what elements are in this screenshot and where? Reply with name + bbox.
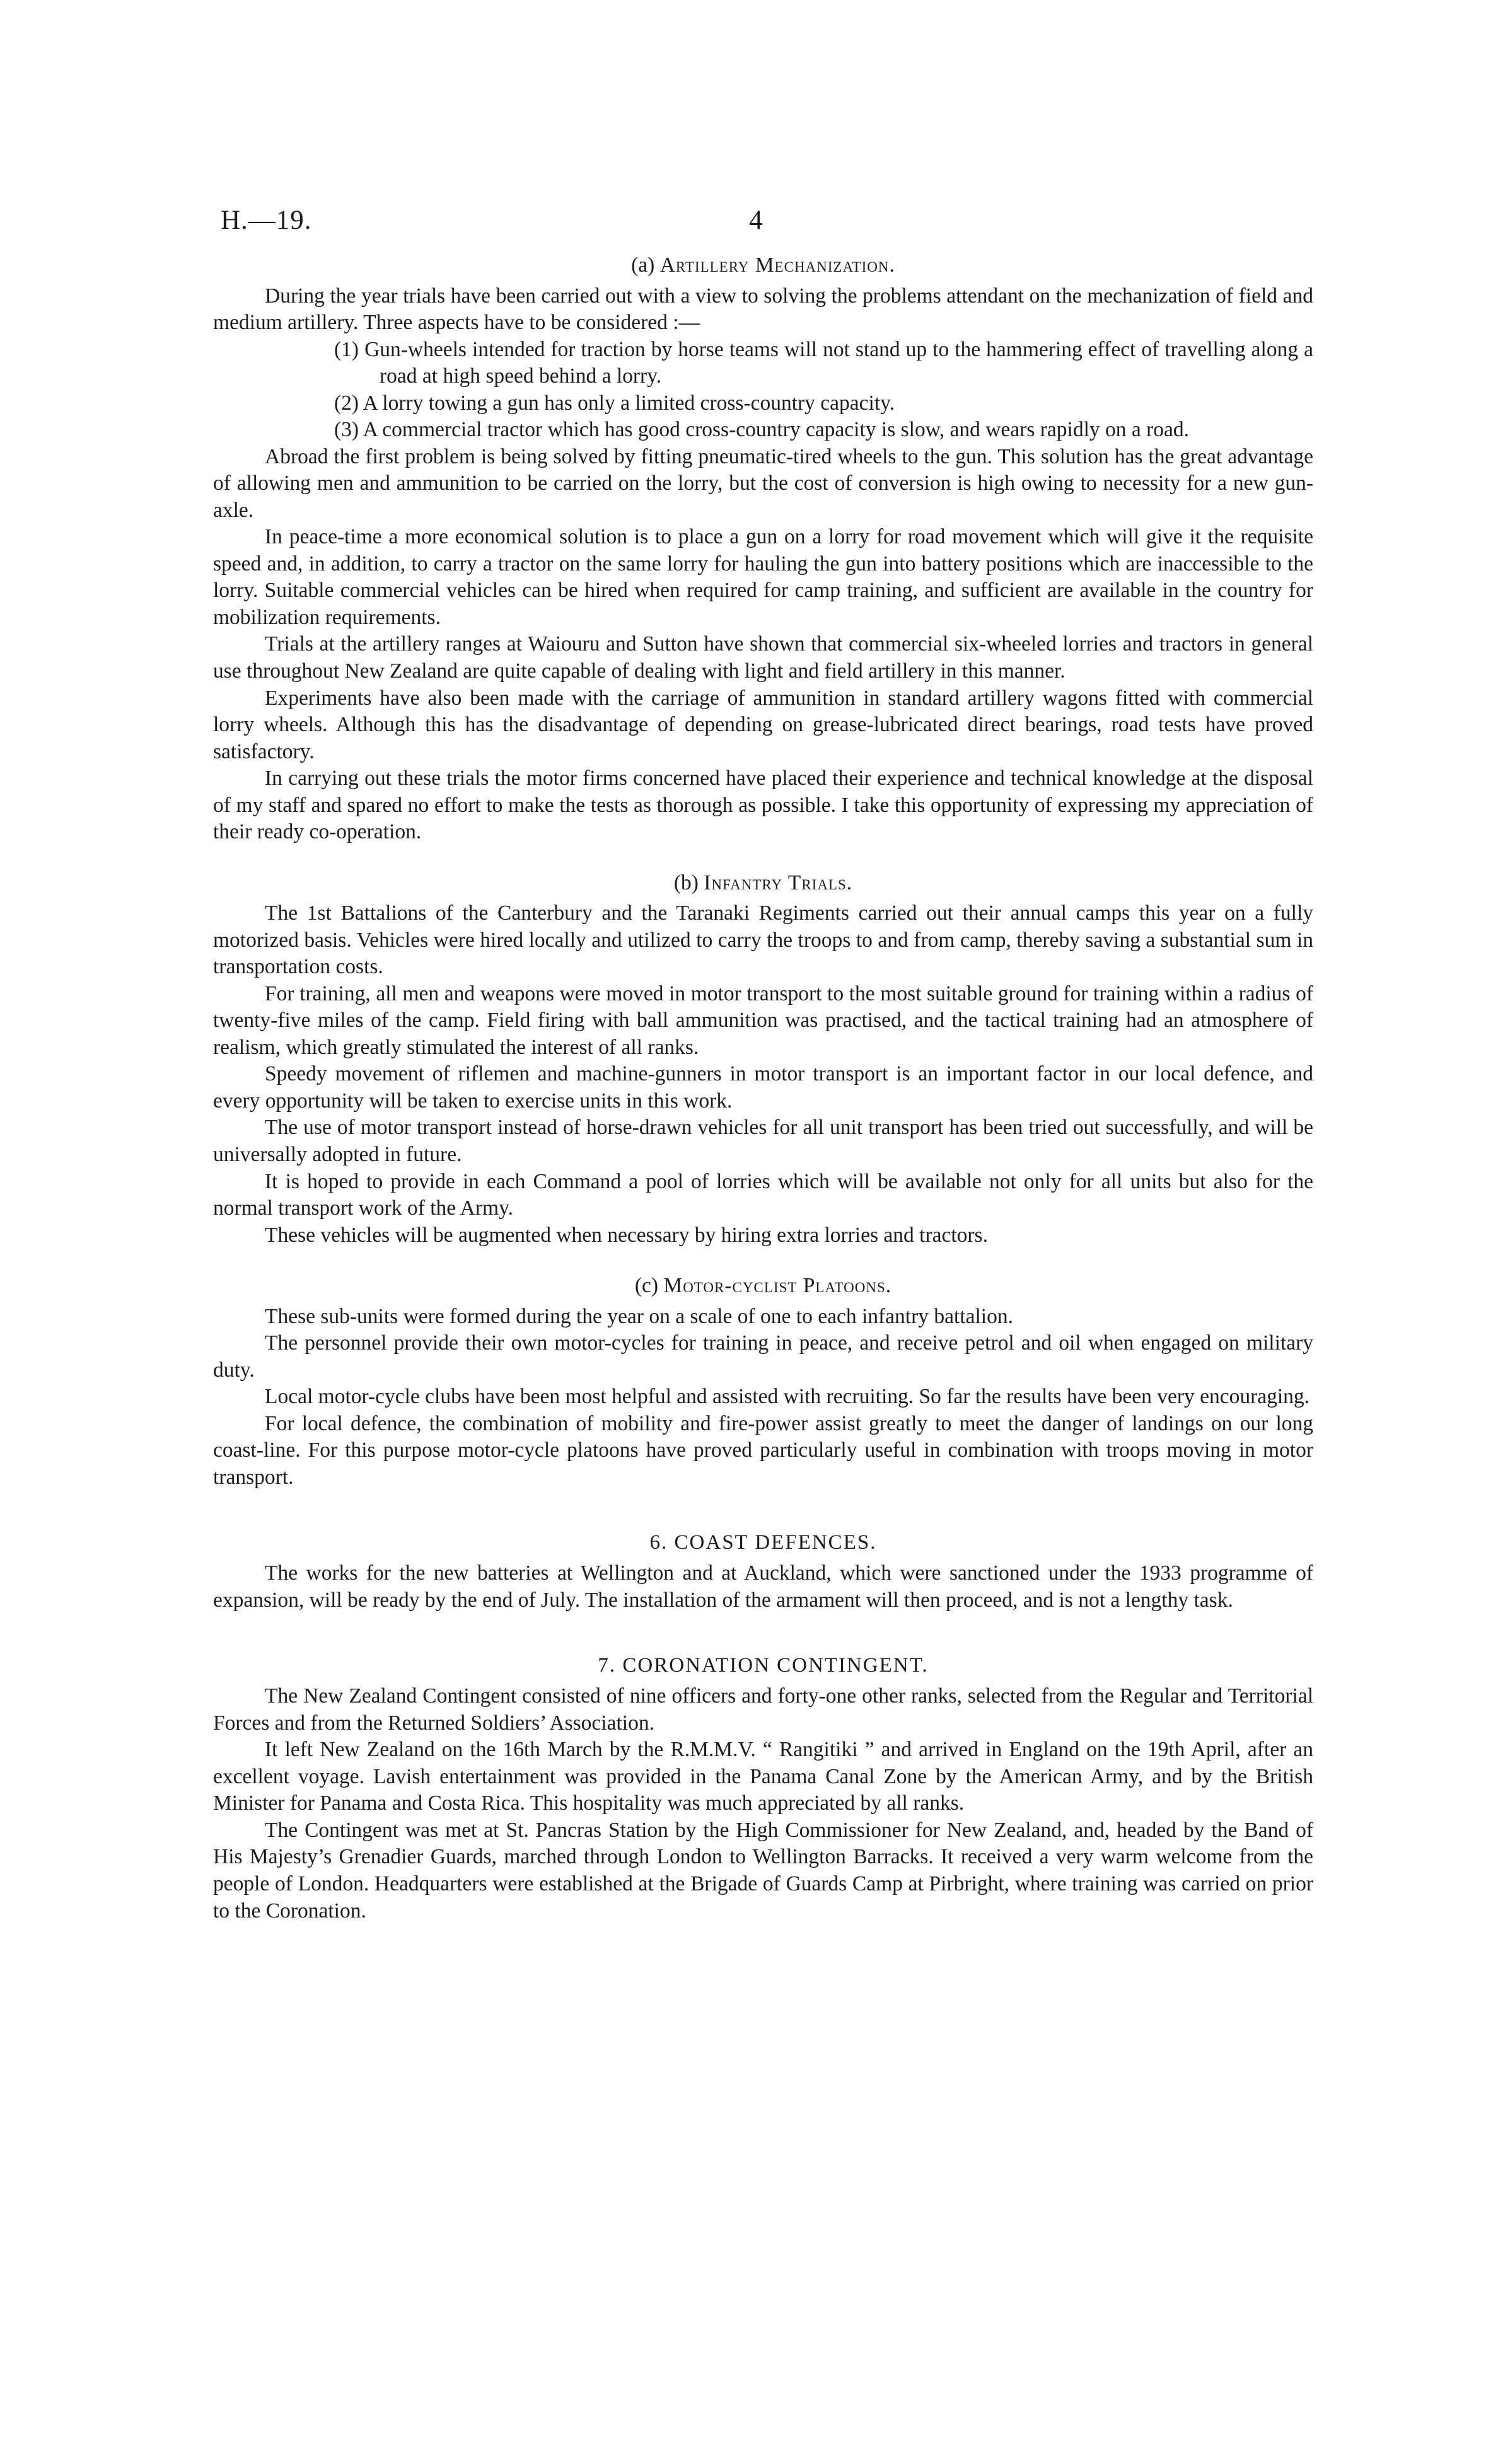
paragraph: The personnel provide their own motor-cycles for training in peace, and receive petrol and oil when engaged on military duty. [213, 1331, 1313, 1382]
section-b-label: (b) [673, 870, 699, 894]
paragraph: Speedy movement of riflemen and machine-gunners in motor transport is an important factor in our local defence, and every opportunity will be taken to exercise units in this work. [213, 1062, 1313, 1113]
paragraph: Abroad the first problem is being solved by fitting pneumatic-tired wheels to the gun. This solution has the great advantage of allowing men and ammunition to be carried on the lorry, but the cost of conversion is high owing to necessity for a new gun-axle. [213, 444, 1313, 522]
paragraph: In carrying out these trials the motor firms concerned have placed their experience and technical knowledge at the disposal of my staff and spared no effort to make the tests as thorough as possible. I take this opportunity of expressing my appreciation of their ready co-operation. [213, 766, 1313, 844]
section-c-label: (c) [634, 1274, 659, 1298]
section-7-heading: 7. CORONATION CONTINGENT. [598, 1654, 929, 1677]
section-b-heading [213, 870, 1313, 897]
section-c-heading [213, 1273, 1313, 1300]
paragraph: Trials at the artillery ranges at Waiouru and Sutton have shown that commercial six-wheeled lorries and tractors in general use throughout New Zealand are quite capable of dealing with light and field artillery in this manner. [213, 632, 1313, 683]
paragraph: For training, all men and weapons were moved in motor transport to the most suitable ground for training within a radius of twenty-five miles of the camp. Field firing with ball ammunition was practised, and the tactical training had an atmosphere of realism, which greatly stimulated the interest of all ranks. [213, 981, 1313, 1059]
list-item: (1) Gun-wheels intended for traction by horse teams will not stand up to the hammering effect of travelling along a road at high speed behind a lorry. [334, 337, 1313, 388]
section-c-title: Motor-cyclist Platoons. [663, 1274, 892, 1298]
paragraph: In peace-time a more economical solution is to place a gun on a lorry for road movement which will give it the requisite speed and, in addition, to carry a tractor on the same lorry for hauling the gun into battery positions which are inaccessible to the lorry. Suitable commercial vehicles can be hired when required for camp training, and sufficient are available in the country for mobilization requirements. [213, 525, 1313, 629]
paragraph: The use of motor transport instead of horse-drawn vehicles for all unit transport has been tried out successfully, and will be universally adopted in future. [213, 1116, 1313, 1166]
list-item: (3) A commercial tractor which has good cross-country capacity is slow, and wears rapidly on a road. [334, 418, 1190, 442]
list-item: (2) A lorry towing a gun has only a limited cross-country capacity. [334, 391, 895, 415]
paragraph: During the year trials have been carried out with a view to solving the problems attendant on the mechanization of field and medium artillery. Three aspects have to be considered :— [213, 284, 1313, 335]
paragraph: These sub-units were formed during the year on a scale of one to each infantry battalion. [265, 1304, 1013, 1328]
report-reference: H.—19. [221, 205, 312, 235]
section-a-label: (a) [631, 253, 655, 277]
paragraph: Local motor-cycle clubs have been most helpful and assisted with recruiting. So far the results have been very encouraging. [265, 1385, 1310, 1409]
paragraph: Experiments have also been made with the carriage of ammunition in standard artillery wagons fitted with commercial lorry wheels. Although this has the disadvantage of depending on grease-lubricated direct bearings, road tests have proved satisfactory. [213, 686, 1313, 763]
paragraph: The Contingent was met at St. Pancras Station by the High Commissioner for New Zealand, and, headed by the Band of His Majesty’s Grenadier Guards, marched through London to Wellington Barracks. It received a very warm welcome from the people of London. Headquarters were established at the Brigade of Guards Camp at Pirbright, where training was carried on prior to the Coronation. [213, 1818, 1313, 1923]
paragraph: The 1st Battalions of the Canterbury and the Taranaki Regiments carried out their annual camps this year on a fully motorized basis. Vehicles were hired locally and utilized to carry the troops to and from camp, thereby saving a substantial sum in transportation costs. [213, 901, 1313, 979]
section-a-heading [213, 252, 1313, 279]
paragraph: It left New Zealand on the 16th March by the R.M.M.V. “ Rangitiki ” and arrived in England on the 19th April, after an excellent voyage. Lavish entertainment was provided in the Panama Canal Zone by the American Army, and by the British Minister for Panama and Costa Rica. This hospitality was much appreciated by all ranks. [213, 1738, 1313, 1815]
page-number: 4 [749, 205, 763, 235]
section-a-title: Artillery Mechanization. [659, 253, 895, 277]
section-6-heading: 6. COAST DEFENCES. [649, 1531, 877, 1554]
paragraph: The works for the new batteries at Wellington and at Auckland, which were sanctioned under the 1933 programme of expansion, will be ready by the end of July. The installation of the armament will then proceed, and is not a lengthy task. [213, 1561, 1313, 1612]
paragraph: These vehicles will be augmented when necessary by hiring extra lorries and tractors. [265, 1223, 988, 1247]
paragraph: It is hoped to provide in each Command a pool of lorries which will be available not only for all units but also for the normal transport work of the Army. [213, 1169, 1313, 1220]
section-b-title: Infantry Trials. [704, 870, 853, 894]
paragraph: The New Zealand Contingent consisted of nine officers and forty-one other ranks, selected from the Regular and Territorial Forces and from the Returned Soldiers’ Association. [213, 1684, 1313, 1735]
paragraph: For local defence, the combination of mobility and fire-power assist greatly to meet the danger of landings on our long coast-line. For this purpose motor-cycle platoons have proved particularly useful in combination with troops moving in motor transport. [213, 1411, 1313, 1489]
page-body [213, 252, 1313, 1924]
